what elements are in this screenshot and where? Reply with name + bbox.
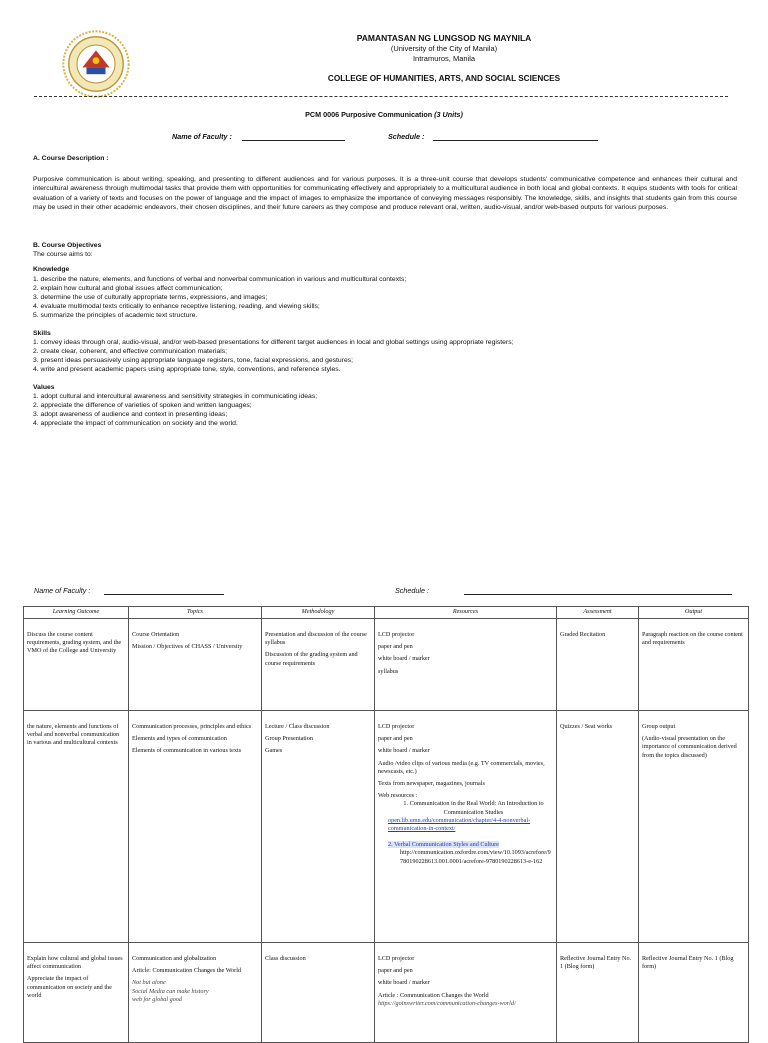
cell-resources	[375, 711, 557, 943]
course-description-section	[33, 154, 737, 212]
cell-text: Communication processes, principles and ethics	[132, 723, 252, 730]
list-item: 5. summarize the principles of academic text structure.	[33, 312, 198, 320]
college-name: COLLEGE OF HUMANITIES, ARTS, AND SOCIAL SCIENCES	[327, 74, 561, 83]
list-item: 4. write and present academic papers using appropriate tone, style, conventions, and reference styles.	[33, 366, 341, 374]
list-item: 1. convey ideas through oral, audio-visual, and/or web-based presentations for different target audiences in local and global settings using appropriate registers;	[33, 338, 514, 346]
header-methodology: Methodology	[262, 607, 375, 619]
faculty-name-label: Name of Faculty :	[172, 132, 232, 141]
syllabus-table-wrapper	[23, 606, 748, 1043]
cell-text: LCD projector	[378, 723, 415, 730]
header-resources: Resources	[375, 607, 557, 619]
cell-text: LCD projector	[378, 631, 415, 638]
list-item: 4. evaluate multimodal texts critically to enhance receptive listening, reading, and viewing skills;	[33, 303, 320, 311]
schedule-field[interactable]	[433, 140, 598, 141]
cell-text: Elements and types of communication	[132, 735, 227, 743]
cell-text: Not but alone	[132, 979, 166, 987]
course-objectives-heading: B. Course Objectives	[33, 242, 102, 249]
cell-outcome	[24, 711, 129, 943]
cell-text: Appreciate the impact of communication on society and the world	[27, 975, 112, 999]
values-heading: Values	[33, 383, 55, 391]
cell-text: Quizzes / Seat works	[560, 723, 613, 730]
cell-text: white board / marker	[378, 747, 430, 755]
header-learning-outcome: Learning Outcome	[24, 607, 129, 619]
web-resource-title[interactable]: 2. Verbal Communication Styles and Culture	[388, 841, 499, 849]
cell-methodology	[262, 711, 375, 943]
header-output: Output	[639, 607, 749, 619]
cell-text: the nature, elements and functions of verbal and nonverbal communication in various and multicultural contexts	[27, 723, 120, 747]
cell-assessment	[557, 619, 639, 711]
cell-text: Elements of communication in various texts	[132, 747, 242, 755]
course-objectives-intro: The course aims to:	[33, 251, 93, 259]
cell-text: web for global good	[132, 995, 183, 1003]
cell-text: Presentation and discussion of the course syllabus	[265, 631, 367, 647]
list-item: 4. appreciate the impact of communication on society and the world.	[33, 420, 238, 428]
cell-assessment	[557, 711, 639, 943]
cell-text: paper and pen	[378, 967, 413, 975]
course-title	[0, 110, 768, 119]
cell-topics	[129, 619, 262, 711]
schedule-label-2: Schedule :	[395, 586, 429, 595]
university-location: Intramuros, Manila	[412, 54, 476, 63]
cell-text: Paragraph reaction on the course content and requirements	[642, 631, 743, 647]
table-row	[24, 711, 749, 943]
schedule-field-2[interactable]	[464, 594, 732, 595]
cell-text: Group output	[642, 723, 676, 730]
cell-text: Games	[265, 747, 283, 755]
cell-text: white board / marker	[378, 979, 430, 987]
cell-text: Reflective Journal Entry No. 1 (Blog form)	[560, 955, 632, 971]
cell-output	[639, 943, 749, 1043]
faculty-name-label-2: Name of Faculty :	[34, 586, 91, 595]
university-english-name: (University of the City of Manila)	[390, 44, 498, 53]
knowledge-heading: Knowledge	[33, 266, 70, 274]
cell-text: Group Presentation	[265, 735, 313, 743]
list-item: 2. create clear, coherent, and effective communication materials;	[33, 348, 228, 356]
cell-assessment	[557, 943, 639, 1043]
list-item: 2. explain how cultural and global issues affect communication;	[33, 284, 223, 292]
course-description-text: Purposive communication is about writing, speaking, and presenting to different audiences and for various purposes. It is a three-unit course that develops students' communicative competence and enhances their cultural and intercultural awareness through multimodal tasks that provide them with opportunities for communicating effectively and appropriately to a multicultural audience in both local and global contexts. It equips students with tools for critical evaluation of a variety of texts and focuses on the power of language and the impact of images to emphasize the importance of conveying messages responsibly. The knowledge, skills, and insights that students gain from this course may be used in their other academic endeavors, their chosen disciplines, and their future careers as they compose and produce relevant oral, written, audio-visual, and/or web-based outputs for various purposes.	[33, 176, 737, 211]
cell-text: Discussion of the grading system and course requirements	[265, 651, 358, 667]
cell-text: paper and pen	[378, 735, 413, 743]
cell-text: Mission / Objectives of CHASS / University	[132, 643, 243, 651]
cell-text: Article: Communication Changes the World	[132, 967, 242, 975]
cell-text: Communication and globalization	[132, 955, 217, 962]
cell-output	[639, 711, 749, 943]
cell-text: Audio /video clips of various media (e.g. TV commercials, movies, newscasts, etc.)	[378, 759, 545, 775]
cell-methodology	[262, 943, 375, 1043]
header-topics: Topics	[129, 607, 262, 619]
list-item: 2. appreciate the difference of varieties of spoken and written languages;	[33, 402, 252, 410]
cell-text: Web resources :	[378, 792, 418, 800]
cell-text: Explain how cultural and global issues affect communication	[27, 955, 123, 971]
skills-list	[33, 338, 737, 375]
cell-text: Class discussion	[265, 955, 306, 962]
list-item: 1. adopt cultural and intercultural awareness and sensitivity strategies in communicating ideas;	[33, 392, 318, 400]
web-resource-link[interactable]: https://goinswriter.com/communication-changes-world/	[378, 999, 516, 1007]
cell-resources	[375, 943, 557, 1043]
skills-heading: Skills	[33, 329, 51, 337]
course-description-heading: A. Course Description :	[33, 155, 109, 162]
list-item: 1. describe the nature, elements, and functions of verbal and nonverbal communication in various and multicultural contexts;	[33, 275, 407, 283]
table-row	[24, 619, 749, 711]
cell-text: Lecture / Class discussion	[265, 723, 330, 730]
syllabus-table	[23, 606, 749, 1043]
cell-text: Course Orientation	[132, 631, 180, 638]
list-item: 3. determine the use of culturally appropriate terms, expressions, and images;	[33, 294, 268, 302]
cell-methodology	[262, 619, 375, 711]
web-resource-title: 1. Communication in the Real World: An Introduction to Communication Studies	[403, 800, 544, 816]
cell-text: Graded Recitation	[560, 631, 606, 638]
list-item: 3. adopt awareness of audience and context in presenting ideas;	[33, 411, 228, 419]
course-units: (3 Units)	[434, 110, 463, 119]
course-objectives-section	[33, 241, 737, 429]
cell-text: Texts from newspaper, magazines, journals	[378, 780, 485, 788]
web-resource-link[interactable]: http://communication.oxfordre.com/view/10.1093/acrefore/9780190228613.001.0001/acrefore-9780190228613-e-162	[400, 849, 551, 865]
cell-text: paper and pen	[378, 643, 413, 651]
faculty-name-field-2[interactable]	[104, 594, 224, 595]
cell-text: white board / marker	[378, 655, 430, 663]
header-divider	[34, 96, 728, 97]
cell-topics	[129, 711, 262, 943]
cell-text: Reflective Journal Entry No. 1 (Blog form)	[642, 955, 734, 971]
cell-outcome	[24, 619, 129, 711]
cell-text: Social Media can make history	[132, 987, 209, 995]
cell-outcome	[24, 943, 129, 1043]
course-code-title: PCM 0006 Purposive Communication	[305, 110, 433, 119]
table-row	[24, 943, 749, 1043]
cell-text: LCD projector	[378, 955, 415, 962]
cell-topics	[129, 943, 262, 1043]
faculty-name-field[interactable]	[242, 140, 345, 141]
cell-text: (Audio-visual presentation on the importance of communication derived from the topics discussed)	[642, 735, 737, 759]
cell-text: syllabus	[378, 667, 399, 675]
table-header-row	[24, 607, 749, 619]
web-resource-link[interactable]: open.lib.umn.edu/communication/chapter/4-4-nonverbal-communication-in-context/	[388, 816, 531, 833]
cell-text: Discuss the course content requirements, grading system, and the VMO of the College and University	[27, 631, 122, 655]
cell-output	[639, 619, 749, 711]
cell-resources	[375, 619, 557, 711]
list-item: 3. present ideas persuasively using appropriate language registers, tone, facial expressions, and gestures;	[33, 357, 354, 365]
cell-text: Article : Communication Changes the World	[378, 991, 489, 999]
schedule-label: Schedule :	[388, 132, 425, 141]
university-name: PAMANTASAN NG LUNGSOD NG MAYNILA	[356, 33, 532, 43]
values-list	[33, 392, 737, 429]
header-assessment: Assessment	[557, 607, 639, 619]
knowledge-list	[33, 275, 737, 321]
